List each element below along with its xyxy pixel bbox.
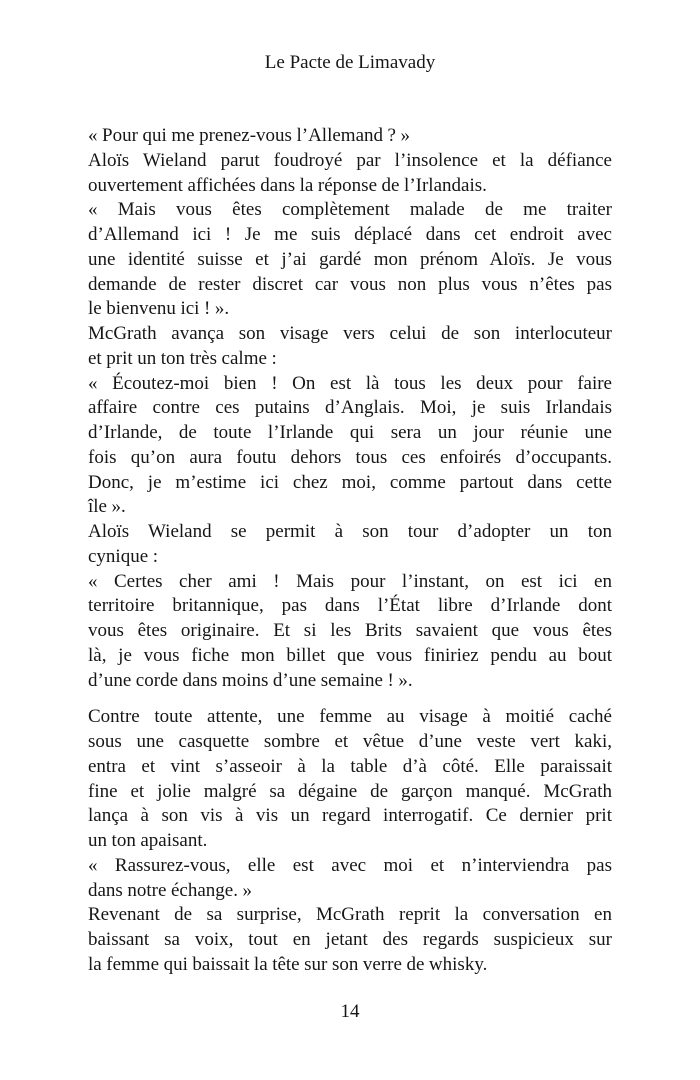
text-line: McGrath avança son visage vers celui de son interlocuteur [88,323,612,344]
text-line: là, je vous fiche mon billet que vous finiriez pendu au bout [88,644,612,666]
text-line: Aloïs Wieland parut foudroyé par l’insolence et la défiance [88,149,612,171]
text-line: fine et jolie malgré sa dégaine de garçon manqué. McGrath [88,780,612,802]
text-line: « Pour qui me prenez-vous l’Allemand ? » [88,125,411,146]
text-line: Contre toute attente, une femme au visage à moitié caché [88,706,612,728]
text-line: fois qu’on aura foutu dehors tous ces enfoirés d’occupants. [88,446,612,468]
text-line: d’une corde dans moins d’une semaine ! ». [88,669,413,691]
text-line: baissant sa voix, tout en jetant des regards suspicieux sur [88,929,612,950]
text-line: Aloïs Wieland se permit à son tour d’adopter un ton [88,521,612,542]
text-line: d’Allemand ici ! Je me suis déplacé dans cet endroit avec [88,224,612,245]
text-line: demande de rester discret car vous non plus vous n’êtes pas [88,273,612,295]
text-line: Revenant de sa surprise, McGrath reprit la conversation en [88,904,612,926]
paragraph [88,372,612,521]
text-line: lança à son vis à vis un regard interrogatif. Ce dernier prit [88,805,612,827]
text-line: et prit un ton très calme : [88,347,277,369]
running-header: Le Pacte de Limavady [264,52,436,73]
paragraph [88,705,612,854]
text-body [88,124,612,978]
text-line: d’Irlande, de toute l’Irlande qui sera un jour réunie une [88,422,612,443]
text-line: « Rassurez-vous, elle est avec moi et n’interviendra pas [88,854,612,876]
paragraph [88,854,612,904]
paragraph [88,322,612,372]
text-line: la femme qui baissait la tête sur son verre de whisky. [88,953,488,975]
text-line: territoire britannique, pas dans l’État libre d’Irlande dont [88,595,612,617]
paragraph [88,903,612,977]
paragraph [88,124,612,149]
text-line: vous êtes originaire. Et si les Brits savaient que vous êtes [88,620,612,641]
text-line: affaire contre ces putains d’Anglais. Moi, je suis Irlandais [88,397,612,419]
text-line: Donc, je m’estime ici chez moi, comme partout dans cette [88,471,612,493]
text-line: le bienvenu ici ! ». [88,298,230,320]
text-line: entra et vint s’asseoir à la table d’à côté. Elle paraissait [88,755,612,777]
paragraph [88,520,612,570]
text-line: un ton apaisant. [88,830,208,851]
text-line: « Mais vous êtes complètement malade de me traiter [88,199,612,221]
text-line: sous une casquette sombre et vêtue d’une veste vert kaki, [88,731,612,752]
page-number: 14 [340,1001,360,1022]
text-line: île ». [88,496,126,518]
text-line: « Écoutez-moi bien ! On est là tous les deux pour faire [88,372,612,394]
paragraph [88,198,612,322]
paragraph [88,149,612,199]
text-line: dans notre échange. » [88,879,252,901]
text-line: cynique : [88,545,158,567]
paragraph [88,570,612,694]
text-line: ouvertement affichées dans la réponse de l’Irlandais. [88,174,487,196]
text-line: « Certes cher ami ! Mais pour l’instant, on est ici en [88,570,612,592]
text-line: une identité suisse et j’ai gardé mon prénom Aloïs. Je vous [88,248,612,270]
